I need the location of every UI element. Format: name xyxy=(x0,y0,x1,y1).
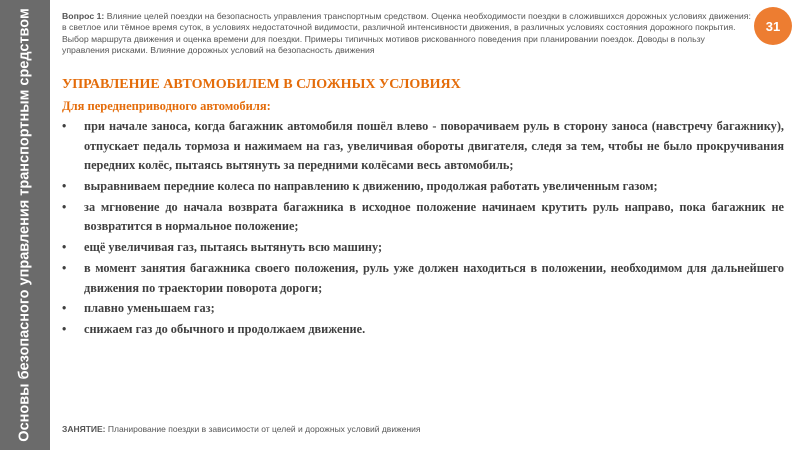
section-title: УПРАВЛЕНИЕ АВТОМОБИЛЕМ В СЛОЖНЫХ УСЛОВИЯХ xyxy=(62,77,461,92)
bullet-icon: • xyxy=(62,119,67,133)
question-label: Вопрос 1: xyxy=(62,11,105,21)
question-header xyxy=(62,11,752,57)
list-item xyxy=(62,198,784,237)
footer-text: Планирование поездки в зависимости от целей и дорожных условий движения xyxy=(107,424,421,434)
list-item-text: за мгновение до начала возврата багажника в исходное положение начинаем крутить руль направо, пока багажник не возвратится в нормальное положение; xyxy=(84,199,784,234)
page-number: 31 xyxy=(765,18,781,34)
list-item xyxy=(62,177,784,197)
list-item xyxy=(62,238,784,258)
bullet-icon: • xyxy=(62,178,67,193)
list-item xyxy=(62,259,784,298)
page-number-badge xyxy=(754,7,792,45)
bullet-icon: • xyxy=(62,322,67,337)
list-item-text: ещё увеличивая газ, пытаясь вытянуть всю машину; xyxy=(84,240,383,255)
list-item xyxy=(62,299,784,319)
sidebar-title: Основы безопасного управления транспортным средством xyxy=(16,8,33,442)
footer-label: ЗАНЯТИЕ: xyxy=(62,424,106,434)
list-item xyxy=(62,117,784,176)
list-item-text: при начале заноса, когда багажник автомобиля пошёл влево - поворачиваем руль в сторону заноса (навстречу багажнику), отпускает педаль тормоза и нажимаем на газ, увеличивая обороты двигателя, следя за тем, чтобы не было прокручивания передних колёс, пытаясь вытянуть за передними колёсами весь автомобиль; xyxy=(84,119,784,172)
bullet-icon: • xyxy=(62,240,67,255)
list-item-text: в момент занятия багажника своего положения, руль уже должен находиться в положении, необходимом для дальнейшего движения по траектории поворота дороги; xyxy=(84,261,784,295)
bullet-icon: • xyxy=(62,261,67,276)
list-item-text: выравниваем передние колеса по направлению к движению, продолжая работать увеличенным газом; xyxy=(84,178,658,193)
list-item-text: плавно уменьшаем газ; xyxy=(84,301,215,316)
bullet-icon: • xyxy=(62,301,67,316)
steps-list xyxy=(62,117,784,340)
question-text: Влияние целей поездки на безопасность управления транспортным средством. Оценка необходимости поездки в сложившихся дорожных условиях движения: в светлое или тёмное время суток, в условиях недостаточной видимости, различной интенсивности движения, в различных условиях состояния дорожного покрытия. Выбор маршрута движения и оценка времени для поездки. Примеры типичных мотивов рискованного поведения при планировании поездок. Доводы в пользу управления рисками. Влияние дорожных условий на безопасность движения xyxy=(62,11,751,56)
list-item-text: снижаем газ до обычного и продолжаем движение. xyxy=(84,322,366,337)
sidebar xyxy=(0,0,50,450)
section-subtitle: Для переднеприводного автомобиля: xyxy=(62,99,271,113)
main-content xyxy=(62,76,784,341)
footer xyxy=(62,424,421,434)
list-item xyxy=(62,320,784,340)
bullet-icon: • xyxy=(62,199,67,214)
